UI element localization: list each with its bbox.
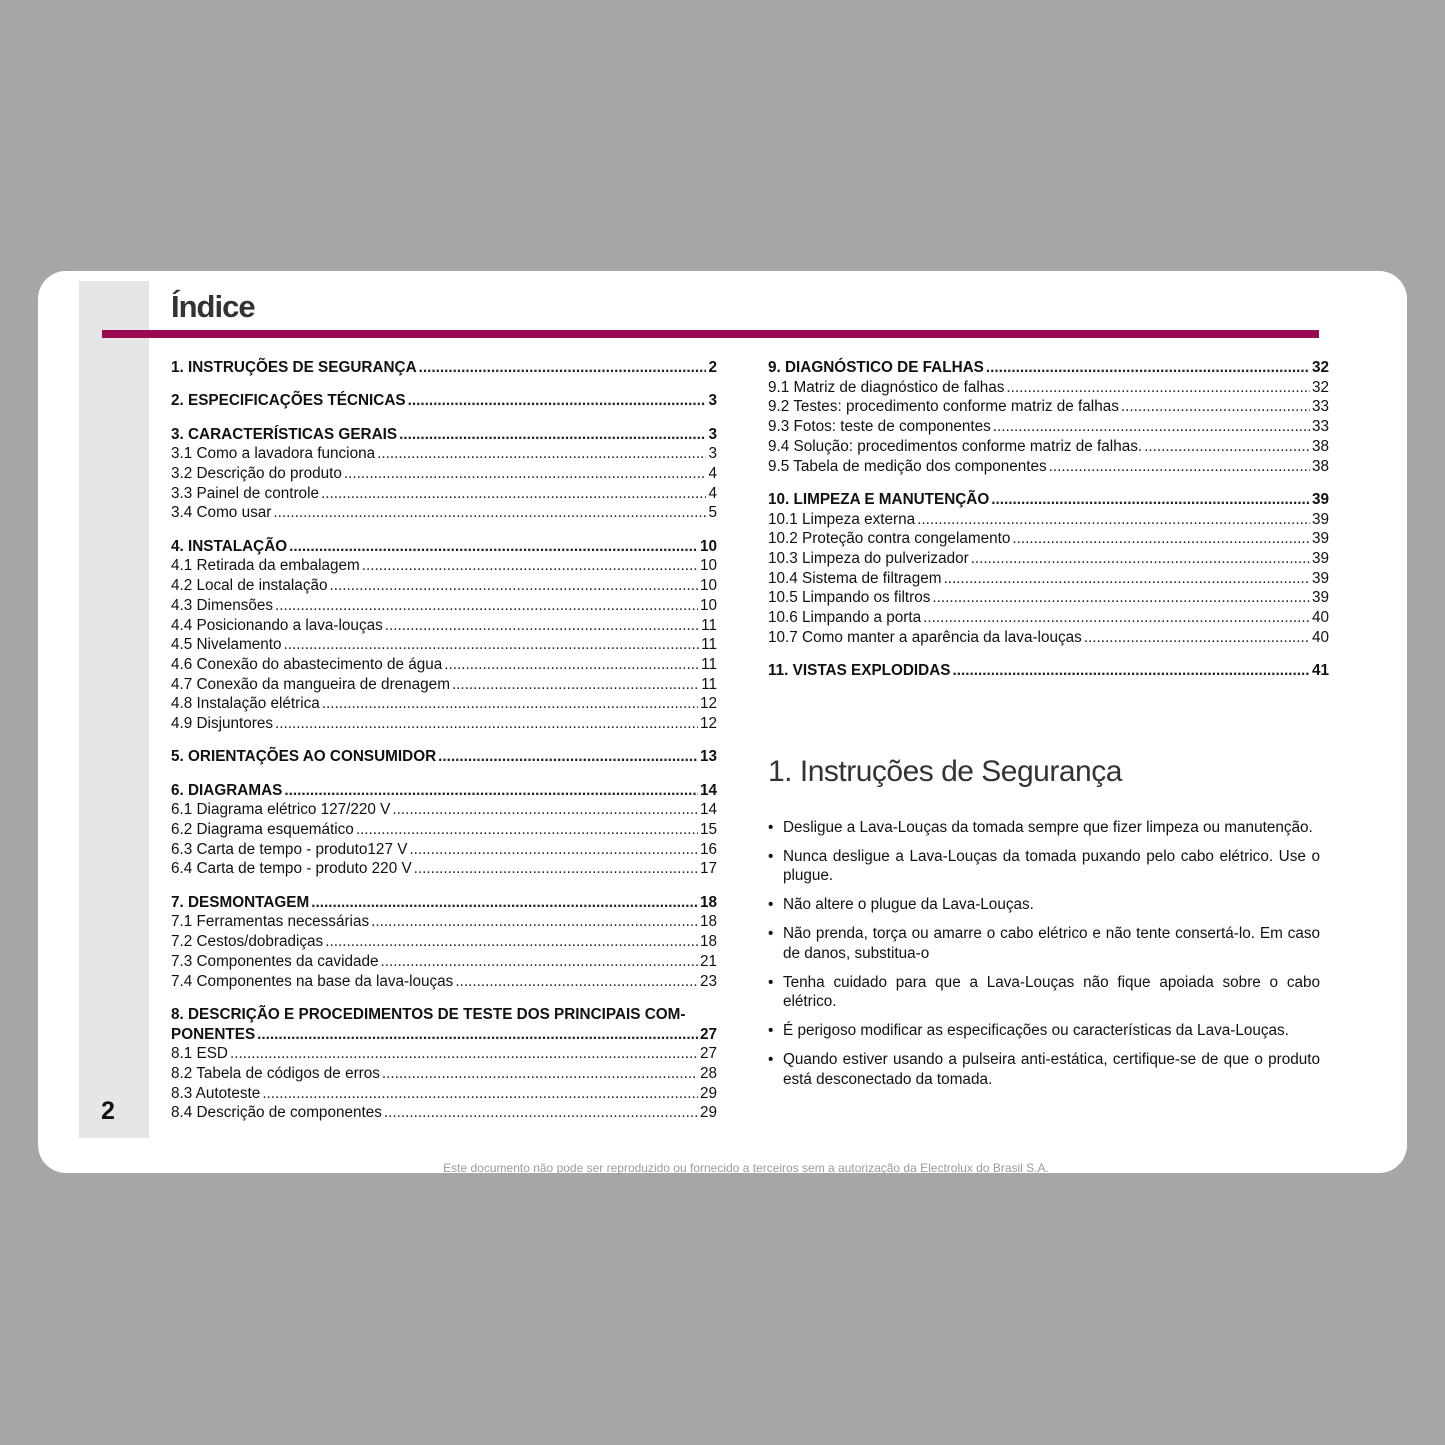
toc-label: 4. INSTALAÇÃO	[171, 537, 288, 555]
margin-strip	[79, 281, 149, 1138]
toc-heading[interactable]	[171, 893, 717, 913]
toc-entry[interactable]	[171, 972, 717, 992]
toc-leader-dots	[1006, 378, 1310, 398]
toc-label: 6.1 Diagrama elétrico 127/220 V	[171, 801, 391, 819]
toc-label: 10.4 Sistema de filtragem	[768, 569, 942, 587]
safety-bullet: • Não prenda, torça ou amarre o cabo elétrico e não tente consertá-lo. Em caso de danos, substitua-o	[768, 924, 1320, 963]
toc-entry[interactable]	[768, 397, 1329, 417]
toc-label: 6. DIAGRAMAS	[171, 781, 283, 799]
toc-label: 6.4 Carta de tempo - produto 220 V	[171, 860, 412, 878]
toc-entry[interactable]	[768, 437, 1329, 457]
toc-entry[interactable]	[171, 820, 717, 840]
toc-page-number: 21	[699, 952, 717, 970]
toc-leader-dots	[991, 490, 1310, 510]
toc-page-number: 33	[1311, 398, 1329, 416]
safety-bullet: • Nunca desligue a Lava-Louças da tomada puxando pelo cabo elétrico. Use o plugue.	[768, 847, 1320, 886]
toc-heading-line: 8. DESCRIÇÃO E PROCEDIMENTOS DE TESTE DOS PRINCIPAIS COM-	[171, 1005, 686, 1023]
toc-leader-dots	[262, 1084, 698, 1104]
toc-label: 10.6 Limpando a porta	[768, 609, 922, 627]
toc-page-number: 4	[708, 484, 717, 502]
toc-page-number: 27	[699, 1045, 717, 1063]
toc-page-number: 39	[1311, 549, 1329, 567]
toc-heading[interactable]	[171, 781, 717, 801]
toc-label: 9.2 Testes: procedimento conforme matriz de falhas	[768, 398, 1119, 416]
toc-heading[interactable]	[768, 490, 1329, 510]
toc-group	[768, 490, 1329, 648]
toc-entry[interactable]	[171, 1084, 717, 1104]
toc-label: 3. CARACTERÍSTICAS GERAIS	[171, 425, 398, 443]
toc-heading[interactable]	[171, 358, 717, 378]
toc-page-number: 27	[699, 1025, 717, 1043]
toc-page-number: 11	[701, 616, 717, 634]
toc-leader-dots	[362, 556, 698, 576]
toc-group	[768, 661, 1329, 681]
toc-leader-dots	[385, 616, 699, 636]
toc-entry[interactable]	[171, 503, 717, 523]
toc-label: 8.4 Descrição de componentes	[171, 1104, 382, 1122]
toc-entry[interactable]	[171, 1064, 717, 1084]
safety-section-title: 1. Instruções de Segurança	[768, 755, 1122, 788]
toc-page-number: 41	[1311, 662, 1329, 680]
toc-group	[171, 537, 717, 734]
toc-leader-dots	[932, 588, 1310, 608]
toc-label: 9. DIAGNÓSTICO DE FALHAS	[768, 359, 984, 376]
toc-page-number: 39	[1311, 589, 1329, 607]
toc-label: 7.4 Componentes na base da lava-louças	[171, 972, 454, 990]
toc-entry[interactable]	[171, 952, 717, 972]
toc-label: 9.4 Solução: procedimentos conforme matriz de falhas.	[768, 437, 1143, 455]
toc-label: 4.6 Conexão do abastecimento de água	[171, 655, 443, 673]
toc-leader-dots	[371, 912, 698, 932]
safety-bullet: • Desligue a Lava-Louças da tomada sempre que fizer limpeza ou manutenção.	[768, 818, 1320, 838]
toc-leader-dots	[1144, 437, 1310, 457]
toc-leader-dots	[289, 537, 698, 557]
toc-leader-dots	[382, 1064, 698, 1084]
toc-page-number: 33	[1311, 418, 1329, 436]
toc-entry[interactable]	[768, 529, 1329, 549]
toc-label: 4.4 Posicionando a lava-louças	[171, 616, 383, 634]
toc-leader-dots	[311, 893, 698, 913]
toc-page-number: 11	[701, 636, 717, 654]
toc-leader-dots	[1012, 529, 1310, 549]
safety-bullet: • É perigoso modificar as especificações ou características da Lava-Louças.	[768, 1021, 1320, 1041]
toc-label: 3.2 Descrição do produto	[171, 465, 342, 482]
toc-label: 8.2 Tabela de códigos de erros	[171, 1064, 380, 1082]
toc-leader-dots	[399, 425, 706, 445]
toc-leader-dots	[377, 444, 706, 464]
toc-leader-dots	[986, 358, 1310, 378]
toc-page-number: 10	[699, 577, 717, 595]
toc-heading[interactable]	[171, 391, 717, 411]
toc-entry[interactable]	[171, 932, 717, 952]
toc-heading[interactable]	[171, 537, 717, 557]
toc-heading[interactable]	[171, 1025, 717, 1045]
toc-leader-dots	[273, 503, 706, 523]
toc-page-number: 3	[708, 445, 717, 463]
toc-page-number: 3	[708, 425, 717, 443]
toc-page-number: 17	[699, 860, 717, 878]
toc-leader-dots	[257, 1025, 698, 1045]
toc-page-number: 32	[1311, 378, 1329, 396]
toc-leader-dots	[971, 549, 1310, 569]
toc-entry[interactable]	[768, 378, 1329, 398]
toc-label: 4.2 Local de instalação	[171, 577, 328, 595]
toc-page-number: 39	[1311, 530, 1329, 548]
page-number: 2	[101, 1097, 115, 1125]
toc-label: 4.3 Dimensões	[171, 596, 274, 614]
toc-group	[171, 425, 717, 524]
toc-entry[interactable]	[768, 588, 1329, 608]
toc-leader-dots	[1084, 628, 1310, 648]
toc-page-number: 38	[1311, 457, 1329, 475]
toc-entry[interactable]	[171, 800, 717, 820]
toc-entry[interactable]	[171, 840, 717, 860]
toc-leader-dots	[322, 694, 698, 714]
toc-entry[interactable]	[171, 635, 717, 655]
toc-heading[interactable]	[768, 358, 1329, 378]
toc-page-number: 12	[699, 695, 717, 713]
toc-label: 4.8 Instalação elétrica	[171, 695, 320, 713]
toc-page-number: 32	[1311, 359, 1329, 376]
toc-leader-dots	[356, 820, 698, 840]
toc-leader-dots	[993, 417, 1310, 437]
toc-leader-dots	[438, 747, 698, 767]
toc-entry[interactable]	[171, 675, 717, 695]
toc-label: 4.5 Nivelamento	[171, 636, 282, 654]
toc-leader-dots	[284, 635, 700, 655]
toc-page-number: 3	[708, 392, 717, 410]
toc-entry[interactable]	[171, 444, 717, 464]
toc-label: 7.1 Ferramentas necessárias	[171, 913, 370, 931]
toc-label: 7.2 Cestos/dobradiças	[171, 933, 324, 951]
toc-group	[171, 1005, 717, 1123]
toc-leader-dots	[452, 675, 699, 695]
toc-label: 10.2 Proteção contra congelamento	[768, 530, 1011, 548]
toc-page-number: 29	[699, 1104, 717, 1122]
toc-group	[171, 781, 717, 880]
toc-entry[interactable]	[768, 510, 1329, 530]
toc-label: 5. ORIENTAÇÕES AO CONSUMIDOR	[171, 748, 437, 766]
toc-entry[interactable]	[171, 655, 717, 675]
toc-page-number: 39	[1311, 510, 1329, 528]
title-rule	[102, 330, 1319, 338]
toc-leader-dots	[943, 569, 1310, 589]
toc-page-number: 10	[699, 557, 717, 575]
toc-leader-dots	[923, 608, 1310, 628]
toc-leader-dots	[275, 596, 698, 616]
toc-page-number: 15	[699, 821, 717, 839]
toc-page-number: 23	[699, 972, 717, 990]
toc-label: 10. LIMPEZA E MANUTENÇÃO	[768, 490, 990, 508]
document-page	[38, 271, 1407, 1173]
toc-entry[interactable]	[171, 464, 717, 484]
toc-entry[interactable]	[171, 859, 717, 879]
toc-label: 6.2 Diagrama esquemático	[171, 821, 354, 839]
toc-label: 4.1 Retirada da embalagem	[171, 557, 360, 575]
toc-page-number: 13	[699, 748, 717, 766]
toc-entry[interactable]	[171, 616, 717, 636]
toc-entry[interactable]	[171, 694, 717, 714]
toc-label: 4.7 Conexão da mangueira de drenagem	[171, 675, 450, 693]
toc-right-column	[768, 358, 1329, 694]
toc-entry[interactable]	[171, 484, 717, 504]
toc-label: 1. INSTRUÇÕES DE SEGURANÇA	[171, 359, 417, 376]
toc-leader-dots	[952, 661, 1310, 681]
toc-leader-dots	[409, 840, 698, 860]
toc-group	[171, 893, 717, 992]
toc-leader-dots	[284, 781, 698, 801]
toc-page-number: 18	[699, 893, 717, 911]
toc-page-number: 29	[699, 1084, 717, 1102]
safety-bullet: • Não altere o plugue da Lava-Louças.	[768, 895, 1320, 915]
toc-page-number: 11	[701, 675, 717, 693]
toc-label: 10.1 Limpeza externa	[768, 510, 916, 528]
toc-leader-dots	[1121, 397, 1310, 417]
toc-heading[interactable]	[171, 425, 717, 445]
toc-label: 3.4 Como usar	[171, 504, 272, 522]
toc-page-number: 2	[708, 359, 717, 376]
toc-page-number: 40	[1311, 628, 1329, 646]
toc-entry[interactable]	[171, 714, 717, 734]
toc-page-number: 16	[699, 840, 717, 858]
toc-label: 11. VISTAS EXPLODIDAS	[768, 662, 951, 680]
toc-label: 3.3 Painel de controle	[171, 484, 319, 502]
toc-label: 6.3 Carta de tempo - produto127 V	[171, 840, 408, 858]
toc-label: 10.3 Limpeza do pulverizador	[768, 549, 969, 567]
toc-page-number: 5	[708, 504, 717, 522]
toc-page-number: 10	[699, 537, 717, 555]
toc-entry[interactable]	[171, 912, 717, 932]
toc-label: 7. DESMONTAGEM	[171, 893, 310, 911]
toc-page-number: 10	[699, 596, 717, 614]
toc-entry[interactable]	[768, 628, 1329, 648]
toc-label: 9.5 Tabela de medição dos componentes	[768, 457, 1047, 475]
toc-entry[interactable]	[171, 556, 717, 576]
toc-page-number: 28	[699, 1064, 717, 1082]
toc-label: 3.1 Como a lavadora funciona	[171, 445, 376, 463]
toc-page-number: 4	[708, 465, 717, 482]
toc-page-number: 18	[699, 933, 717, 951]
toc-label: PONENTES	[171, 1025, 256, 1043]
toc-leader-dots	[275, 714, 698, 734]
toc-label: 7.3 Componentes da cavidade	[171, 952, 379, 970]
toc-page-number: 11	[701, 655, 717, 673]
toc-heading[interactable]	[171, 747, 717, 767]
toc-leader-dots	[1049, 457, 1310, 477]
toc-leader-dots	[344, 464, 707, 484]
toc-leader-dots	[230, 1044, 698, 1064]
toc-leader-dots	[325, 932, 698, 952]
toc-group	[171, 747, 717, 767]
toc-leader-dots	[321, 484, 707, 504]
toc-label: 10.7 Como manter a aparência da lava-louças	[768, 628, 1082, 646]
toc-leader-dots	[392, 800, 698, 820]
toc-leader-dots	[419, 358, 707, 378]
toc-entry[interactable]	[171, 1044, 717, 1064]
toc-entry[interactable]	[768, 457, 1329, 477]
page-title: Índice	[171, 289, 255, 324]
toc-entry[interactable]	[768, 417, 1329, 437]
toc-page-number: 14	[699, 781, 717, 799]
safety-bullet-list	[768, 818, 1320, 1099]
toc-entry[interactable]	[768, 569, 1329, 589]
toc-page-number: 39	[1311, 490, 1329, 508]
toc-entry[interactable]	[768, 549, 1329, 569]
toc-left-column	[171, 358, 717, 1137]
toc-group	[171, 391, 717, 411]
toc-page-number: 40	[1311, 609, 1329, 627]
toc-leader-dots	[917, 510, 1310, 530]
toc-label: 2. ESPECIFICAÇÕES TÉCNICAS	[171, 392, 406, 410]
toc-leader-dots	[381, 952, 698, 972]
toc-group	[171, 358, 717, 378]
safety-bullet: • Tenha cuidado para que a Lava-Louças não fique apoiada sobre o cabo elétrico.	[768, 973, 1320, 1012]
toc-page-number: 18	[699, 913, 717, 931]
toc-leader-dots	[414, 859, 698, 879]
toc-label: 8.1 ESD	[171, 1045, 228, 1063]
toc-entry[interactable]	[171, 596, 717, 616]
toc-label: 10.5 Limpando os filtros	[768, 589, 931, 607]
footer-notice: Este documento não pode ser reproduzido ou fornecido a terceiros sem a autorização da Electrolux do Brasil S.A.	[443, 1161, 1049, 1175]
toc-leader-dots	[408, 391, 707, 411]
toc-page-number: 39	[1311, 569, 1329, 587]
toc-label: 9.1 Matriz de diagnóstico de falhas	[768, 378, 1005, 396]
toc-entry[interactable]	[171, 1103, 717, 1123]
toc-label: 8.3 Autoteste	[171, 1084, 261, 1102]
toc-entry[interactable]	[768, 608, 1329, 628]
toc-group	[768, 358, 1329, 476]
toc-label: 4.9 Disjuntores	[171, 715, 274, 733]
toc-heading[interactable]	[768, 661, 1329, 681]
toc-page-number: 38	[1311, 437, 1329, 455]
safety-bullet: • Quando estiver usando a pulseira anti-estática, certifique-se de que o produto está desconectado da tomada.	[768, 1050, 1320, 1089]
toc-leader-dots	[329, 576, 698, 596]
toc-leader-dots	[384, 1103, 698, 1123]
toc-page-number: 12	[699, 715, 717, 733]
toc-leader-dots	[444, 655, 699, 675]
toc-page-number: 14	[699, 801, 717, 819]
toc-leader-dots	[455, 972, 698, 992]
toc-label: 9.3 Fotos: teste de componentes	[768, 418, 991, 436]
toc-entry[interactable]	[171, 576, 717, 596]
